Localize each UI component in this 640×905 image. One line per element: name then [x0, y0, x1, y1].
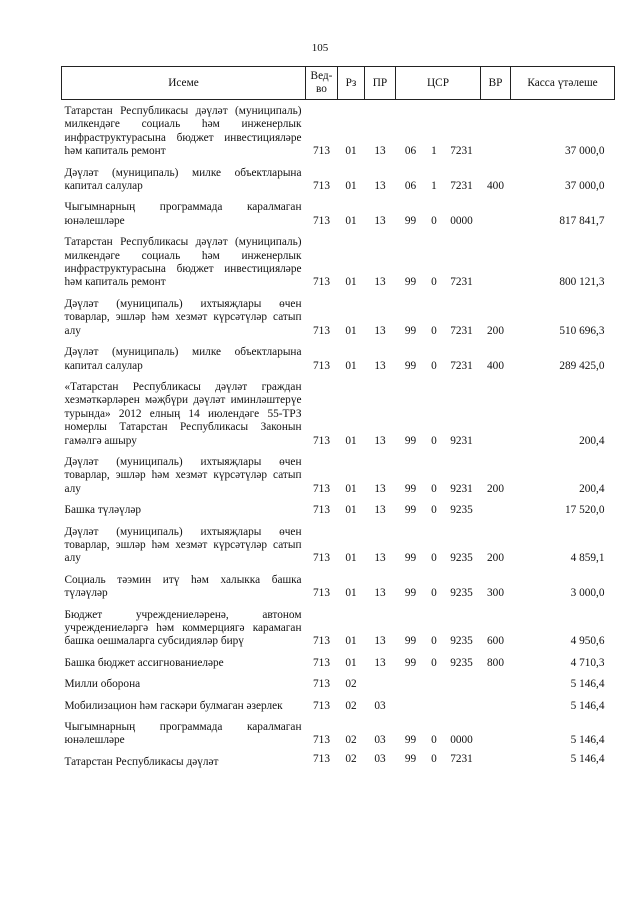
row-name: Дәүләт (муниципаль) милке объектларына капитал салулар	[64, 346, 302, 372]
row-rz: 01	[345, 276, 357, 289]
row-name: Милли оборона	[64, 678, 141, 691]
row-pr: 13	[374, 504, 386, 517]
row-csr-part2: 0	[431, 635, 437, 648]
row-name: Мобилизацион һәм гаскәри булмаган әзерлек	[64, 699, 283, 712]
table-row	[62, 196, 615, 231]
row-csr-part1	[396, 673, 426, 694]
row-name: Татарстан Республикасы дәүләт (муниципаль) милкендәге социаль һәм инженерлык инфраструктурасына бюджет инвестицияләре һәм капиталь ремонт	[64, 105, 302, 158]
table-row	[62, 231, 615, 293]
row-name: Башка бюджет ассигнованиеләре	[64, 656, 224, 669]
row-pr: 03	[374, 699, 386, 712]
row-kassa: 817 841,7	[559, 214, 605, 227]
row-csr-part1: 06	[404, 145, 417, 158]
row-csr-part3: 7231	[450, 180, 473, 193]
row-ved: 713	[313, 504, 330, 517]
row-pr: 03	[374, 752, 386, 765]
row-ved: 713	[313, 324, 330, 337]
row-ved: 713	[313, 678, 330, 691]
row-kassa: 200,4	[579, 434, 605, 447]
row-pr	[365, 673, 396, 694]
row-csr-part1: 99	[404, 656, 417, 669]
row-rz: 01	[345, 324, 357, 337]
table-row	[62, 293, 615, 341]
row-name: Дәүләт (муниципаль) ихтыяҗлары өчен товарлар, эшләр һәм хезмәт күрсәтүләр сатып алу	[64, 525, 302, 565]
row-name: Чыгымнарның программада каралмаган юнәлешләре	[64, 721, 302, 747]
row-kassa: 5 146,4	[570, 699, 605, 712]
row-vr: 400	[487, 180, 504, 193]
row-kassa: 37 000,0	[564, 180, 605, 193]
row-vr	[481, 695, 511, 716]
row-csr-part2: 0	[431, 214, 437, 227]
row-kassa: 4 710,3	[570, 656, 605, 669]
row-csr-part2: 0	[431, 552, 437, 565]
row-pr: 13	[374, 635, 386, 648]
row-kassa: 200,4	[579, 482, 605, 495]
row-vr	[481, 196, 511, 231]
row-csr-part3: 0000	[450, 214, 473, 227]
row-rz: 01	[345, 145, 357, 158]
row-pr: 03	[374, 734, 386, 747]
row-csr-part2: 0	[431, 359, 437, 372]
row-pr: 13	[374, 434, 386, 447]
table-row	[62, 652, 615, 673]
row-pr: 13	[374, 359, 386, 372]
row-rz: 01	[345, 359, 357, 372]
row-ved: 713	[313, 276, 330, 289]
row-pr: 13	[374, 324, 386, 337]
row-csr-part1: 99	[404, 324, 417, 337]
row-name: Башка түләүләр	[64, 504, 142, 517]
row-rz: 02	[345, 678, 357, 691]
row-pr: 13	[374, 587, 386, 600]
row-csr-part1: 99	[404, 752, 417, 765]
row-ved: 713	[313, 434, 330, 447]
row-vr: 800	[487, 656, 504, 669]
row-kassa: 5 146,4	[570, 678, 605, 691]
row-csr-part2: 0	[431, 276, 437, 289]
table-row	[62, 695, 615, 716]
row-csr-part1: 99	[404, 504, 417, 517]
row-csr-part3: 9235	[450, 504, 473, 517]
row-csr-part2: 0	[431, 752, 437, 765]
row-vr	[481, 673, 511, 694]
row-pr: 13	[374, 276, 386, 289]
row-kassa: 37 000,0	[564, 145, 605, 158]
row-name: «Татарстан Республикасы дәүләт граждан хезмәткәрләрен мәҗбүри дәүләт иминләштерүе турында» 2012 елның 14 июлендәге 55-ТРЗ номерлы Татарстан Республикасы Законын гамәлгә ашыру	[64, 380, 302, 447]
row-csr-part3: 7231	[450, 752, 473, 765]
header-ved: Вед-во	[306, 67, 338, 100]
budget-table	[61, 66, 615, 769]
row-rz: 01	[345, 552, 357, 565]
row-name: Татарстан Республикасы дәүләт	[64, 755, 219, 768]
table-header	[62, 67, 615, 100]
row-rz: 01	[345, 214, 357, 227]
row-pr: 13	[374, 656, 386, 669]
row-name: Социаль тәэмин итү һәм халыкка башка түләүләр	[64, 573, 302, 600]
row-csr-part3: 7231	[450, 359, 473, 372]
row-name: Дәүләт (муниципаль) милке объектларына капитал салулар	[64, 166, 302, 193]
table-row	[62, 376, 615, 451]
row-vr	[481, 751, 511, 769]
row-rz: 01	[345, 180, 357, 193]
row-csr-part3: 9231	[450, 434, 473, 447]
row-vr: 200	[487, 324, 504, 337]
row-pr: 13	[374, 145, 386, 158]
row-csr-part2: 0	[431, 324, 437, 337]
row-csr-part3: 9235	[450, 656, 473, 669]
row-ved: 713	[313, 734, 330, 747]
table-row	[62, 451, 615, 499]
row-kassa: 3 000,0	[570, 587, 605, 600]
row-name: Бюджет учреждениеләренә, автоном учреждениеләргә һәм коммерциягә карамаган башка оешмаларга субсидияләр бирү	[64, 608, 302, 648]
row-ved: 713	[313, 552, 330, 565]
header-pr: ПР	[365, 67, 396, 100]
row-ved: 713	[313, 752, 330, 765]
row-name: Чыгымнарның программада каралмаган юнәлешләре	[64, 201, 302, 227]
row-csr-part1: 99	[404, 552, 417, 565]
row-name: Татарстан Республикасы дәүләт (муниципаль) милкендәге социаль һәм инженерлык инфраструктурасына бюджет инвестицияләре һәм капиталь ремонт	[64, 236, 302, 289]
row-csr-part2: 1	[431, 180, 437, 193]
row-csr-part1: 99	[404, 359, 417, 372]
table-row	[62, 499, 615, 520]
row-csr-part3: 9235	[450, 635, 473, 648]
row-ved: 713	[313, 359, 330, 372]
row-pr: 13	[374, 214, 386, 227]
row-csr-part3: 9231	[450, 482, 473, 495]
row-csr-part2	[426, 695, 443, 716]
table-row	[62, 341, 615, 376]
row-csr-part1	[396, 695, 426, 716]
row-pr: 13	[374, 180, 386, 193]
table-row	[62, 673, 615, 694]
row-vr	[481, 716, 511, 751]
row-ved: 713	[313, 587, 330, 600]
table-row	[62, 716, 615, 751]
row-ved: 713	[313, 145, 330, 158]
row-ved: 713	[313, 180, 330, 193]
row-csr-part3: 9235	[450, 552, 473, 565]
row-csr-part3: 9235	[450, 587, 473, 600]
row-kassa: 289 425,0	[559, 359, 605, 372]
page-number: 105	[311, 42, 329, 54]
header-name: Исеме	[62, 67, 306, 100]
row-kassa: 5 146,4	[570, 752, 605, 765]
row-name: Дәүләт (муниципаль) ихтыяҗлары өчен товарлар, эшләр һәм хезмәт күрсәтүләр сатып алу	[64, 455, 302, 495]
row-rz: 02	[345, 752, 357, 765]
table-row	[62, 569, 615, 604]
row-csr-part1: 99	[404, 587, 417, 600]
row-csr-part1: 99	[404, 482, 417, 495]
header-csr: ЦСР	[396, 67, 481, 100]
header-rz: Рз	[338, 67, 365, 100]
row-csr-part2: 0	[431, 504, 437, 517]
row-csr-part2	[426, 673, 443, 694]
table-body	[62, 100, 615, 770]
row-csr-part3: 0000	[450, 734, 473, 747]
row-csr-part3: 7231	[450, 276, 473, 289]
row-ved: 713	[313, 699, 330, 712]
row-csr-part1: 99	[404, 635, 417, 648]
row-rz: 01	[345, 482, 357, 495]
row-rz: 02	[345, 734, 357, 747]
row-ved: 713	[313, 656, 330, 669]
row-csr-part2: 0	[431, 656, 437, 669]
row-csr-part1: 99	[404, 276, 417, 289]
row-csr-part3	[443, 695, 481, 716]
table-row	[62, 604, 615, 652]
row-ved: 713	[313, 214, 330, 227]
row-csr-part2: 0	[431, 434, 437, 447]
row-rz: 01	[345, 504, 357, 517]
row-pr: 13	[374, 552, 386, 565]
row-vr	[481, 376, 511, 451]
row-rz: 02	[345, 699, 357, 712]
row-kassa: 4 859,1	[570, 552, 605, 565]
row-vr	[481, 231, 511, 293]
row-kassa: 510 696,3	[559, 324, 605, 337]
row-csr-part3	[443, 673, 481, 694]
row-ved: 713	[313, 482, 330, 495]
row-rz: 01	[345, 434, 357, 447]
row-vr: 400	[487, 359, 504, 372]
row-rz: 01	[345, 587, 357, 600]
table-row	[62, 100, 615, 162]
row-vr: 200	[487, 482, 504, 495]
row-vr: 300	[487, 587, 504, 600]
header-vr: ВР	[481, 67, 511, 100]
row-rz: 01	[345, 635, 357, 648]
row-csr-part1: 06	[404, 180, 417, 193]
row-csr-part1: 99	[404, 734, 417, 747]
table-row	[62, 521, 615, 569]
row-rz: 01	[345, 656, 357, 669]
row-vr	[481, 499, 511, 520]
row-csr-part1: 99	[404, 214, 417, 227]
row-name: Дәүләт (муниципаль) ихтыяҗлары өчен товарлар, эшләр һәм хезмәт күрсәтүләр сатып алу	[64, 297, 302, 337]
row-vr: 200	[487, 552, 504, 565]
row-pr: 13	[374, 482, 386, 495]
row-csr-part1: 99	[404, 434, 417, 447]
row-kassa: 4 950,6	[570, 635, 605, 648]
table-row	[62, 751, 615, 769]
header-kassa: Касса үтәлеше	[511, 67, 615, 100]
row-csr-part3: 7231	[450, 324, 473, 337]
row-csr-part2: 0	[431, 482, 437, 495]
row-kassa: 5 146,4	[570, 734, 605, 747]
row-csr-part2: 0	[431, 734, 437, 747]
row-ved: 713	[313, 635, 330, 648]
row-vr	[481, 100, 511, 162]
row-csr-part3: 7231	[450, 145, 473, 158]
row-kassa: 800 121,3	[559, 276, 605, 289]
row-csr-part2: 0	[431, 587, 437, 600]
row-kassa: 17 520,0	[564, 504, 605, 517]
table-row	[62, 162, 615, 197]
row-vr: 600	[487, 635, 504, 648]
row-csr-part2: 1	[431, 145, 437, 158]
